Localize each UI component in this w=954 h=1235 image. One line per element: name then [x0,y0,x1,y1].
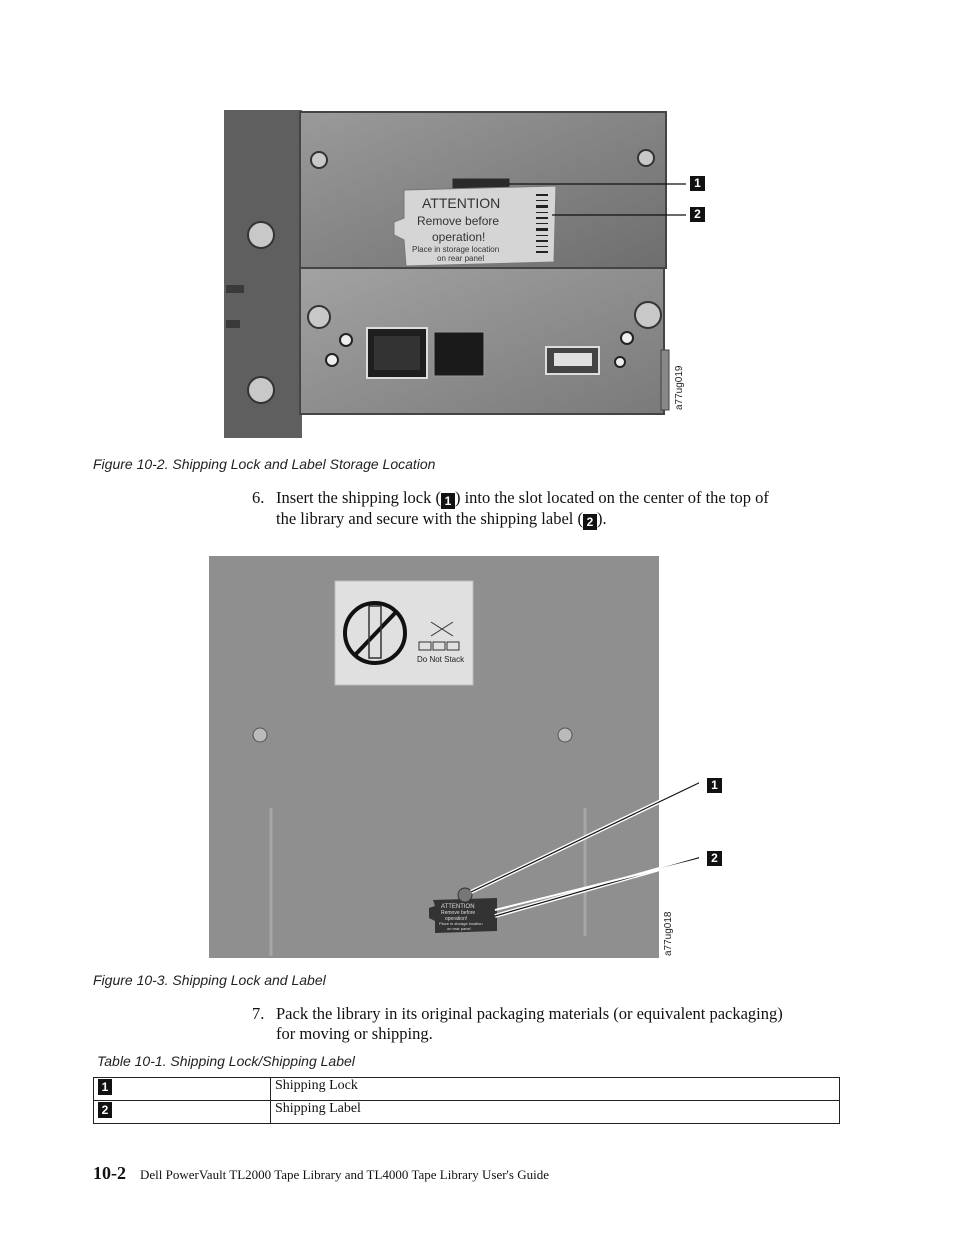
table-cell-label: Shipping Lock [271,1078,840,1101]
label-title: ATTENTION [422,195,501,211]
callout-1: 1 [98,1079,112,1095]
table-row [94,1078,840,1101]
callout-2: 2 [707,851,722,866]
label-line1: Remove before [417,214,500,228]
callout-1: 1 [441,493,455,509]
label-line2: operation! [432,230,486,244]
step-7-number: 7. [252,1004,265,1023]
step-6-number: 6. [252,488,265,507]
callout-1: 1 [690,176,705,191]
art-id: a77ug019 [674,365,685,410]
do-not-stack-text: Do Not Stack [417,655,465,664]
mini-label-title: ATTENTION [441,904,475,910]
table-cell-callout [94,1101,271,1124]
mini-label-line4: on rear panel [447,926,471,931]
art-id: a77ug018 [663,911,674,956]
step-6-text [276,488,821,530]
mini-label-line2: operation! [445,916,468,922]
callout-1: 1 [707,778,722,793]
step-6-text-a: Insert the shipping lock ( [276,488,441,507]
step-6-text-b: ) into the slot located on the center of the top of [454,488,769,507]
mini-label-line3: Place in storage location [439,921,483,926]
page-number: 10-2 [93,1163,126,1183]
step-6-text-c: the library and secure with the shipping label ( [276,509,583,528]
step-7-text [276,1004,836,1043]
step-6-text-d: ). [597,509,607,528]
table-cell-callout [94,1078,271,1101]
step-7-line2: for moving or shipping. [276,1023,433,1043]
shipping-lock-table [93,1077,840,1124]
rear-panel-photo [224,110,714,438]
footer-title: Dell PowerVault TL2000 Tape Library and TL4000 Tape Library User's Guide [140,1167,549,1182]
callout-2: 2 [98,1102,112,1118]
table-row [94,1101,840,1124]
step-7-line1: Pack the library in its original packaging materials (or equivalent packaging) [276,1004,783,1023]
table-caption: Table 10-1. Shipping Lock/Shipping Label [97,1053,355,1069]
figure-caption: Figure 10-3. Shipping Lock and Label [93,972,326,988]
label-line3: Place in storage location [412,245,500,254]
label-line4: on rear panel [437,254,485,263]
footer [93,1163,549,1184]
figure-shipping-lock-label [209,556,699,958]
mini-label-line1: Remove before [441,910,476,916]
top-cover-photo [209,556,699,958]
table-cell-label: Shipping Label [271,1101,840,1124]
callout-2: 2 [690,207,705,222]
callout-2: 2 [583,514,597,530]
figure-caption: Figure 10-2. Shipping Lock and Label Storage Location [93,456,436,472]
figure-shipping-lock-storage [224,110,714,438]
